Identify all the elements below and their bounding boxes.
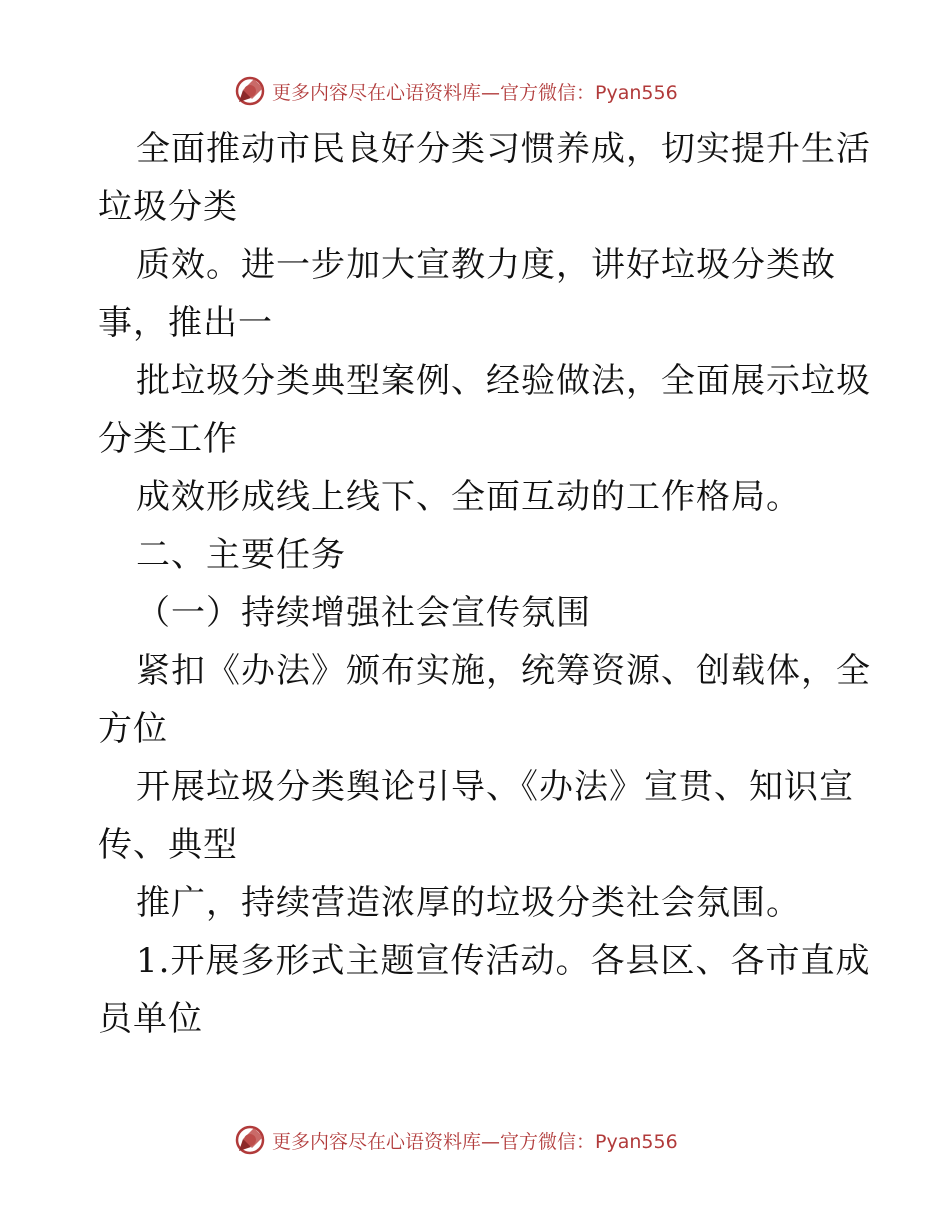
text-line: 全面推动市民良好分类习惯养成，切实提升生活 — [136, 129, 871, 169]
text-line: 二、主要任务 — [136, 535, 346, 575]
text-line: 开展垃圾分类舆论引导、《办法》宣贯、知识宣 — [136, 767, 854, 807]
text-line: 分类工作 — [98, 419, 238, 459]
text-line: 紧扣《办法》颁布实施，统筹资源、创载体，全 — [136, 651, 871, 691]
text-line: （一）持续增强社会宣传氛围 — [136, 593, 591, 633]
text-line: 事，推出一 — [98, 303, 273, 343]
text-line: 质效。进一步加大宣教力度，讲好垃圾分类故 — [136, 245, 836, 285]
text-line: 批垃圾分类典型案例、经验做法，全面展示垃圾 — [136, 361, 871, 401]
document-body — [98, 120, 871, 1048]
text-line: 1.开展多形式主题宣传活动。各县区、各市直成 — [136, 941, 871, 981]
pen-logo-icon — [234, 1124, 266, 1156]
text-line: 成效形成线上线下、全面互动的工作格局。 — [136, 477, 801, 517]
pen-logo-icon — [234, 75, 266, 107]
text-line: 垃圾分类 — [98, 187, 238, 227]
footer-banner-text: 更多内容尽在心语资料库—官方微信：Pyan556 — [272, 1130, 678, 1153]
text-line: 推广，持续营造浓厚的垃圾分类社会氛围。 — [136, 883, 801, 923]
header-banner-text: 更多内容尽在心语资料库—官方微信：Pyan556 — [272, 81, 678, 104]
text-line: 方位 — [98, 709, 168, 749]
text-line: 传、典型 — [98, 825, 238, 865]
header-banner — [0, 71, 950, 111]
footer-banner — [0, 1120, 950, 1160]
text-line: 员单位 — [98, 999, 203, 1039]
